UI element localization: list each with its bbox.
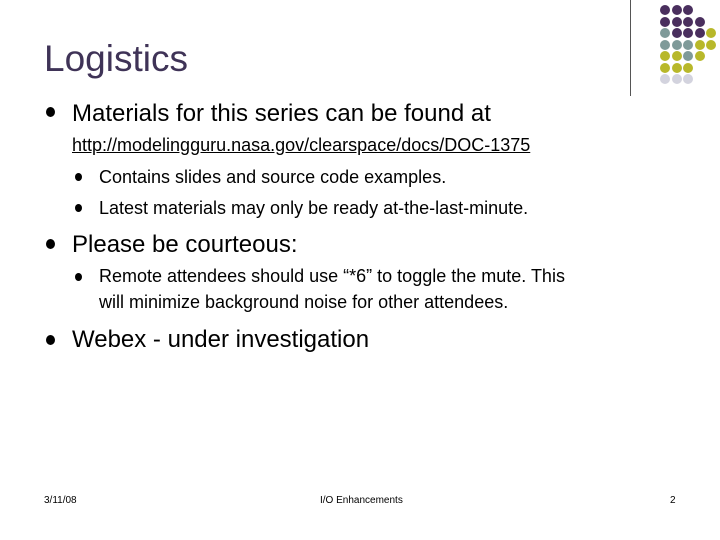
sub-bullet-text: Latest materials may only be ready at-the-last-minute. [99,198,529,218]
page-number: 2 [670,495,676,506]
bullet-dot-icon [46,239,55,249]
decorative-dot [660,51,670,61]
decorative-dot [706,40,716,50]
decorative-dot [683,40,693,50]
decorative-dot [683,28,693,38]
sub-bullet-text: Remote attendees should use “*6” to toggle the mute. This [99,266,565,286]
bullet-dot-icon [46,335,55,345]
decorative-dot [683,51,693,61]
decorative-dot [695,51,705,61]
decorative-dot [672,74,682,84]
decorative-dot [672,17,682,27]
decorative-dot [695,40,705,50]
sub-bullet-text: Contains slides and source code examples. [99,167,447,187]
dot-grid-icon [660,5,720,95]
decorative-dot [672,40,682,50]
bullet-dot-icon [46,107,55,117]
bullet-text: Webex - under investigation [72,326,370,353]
decorative-dot [660,5,670,15]
decorative-dot [695,17,705,27]
decorative-dot [672,63,682,73]
bullet-text: Please be courteous: [72,231,298,258]
decorative-dot [683,74,693,84]
footer-date: 3/11/08 [44,495,77,506]
decorative-dot [660,28,670,38]
slide-title: Logistics [44,38,188,79]
footer-title: I/O Enhancements [320,495,403,506]
decorative-dot [672,28,682,38]
decorative-dot [672,51,682,61]
decorative-dot [660,40,670,50]
divider-line [630,0,631,96]
decorative-dot [683,17,693,27]
bullet-dot-icon [75,273,82,281]
bullet-text: Materials for this series can be found at [72,100,491,127]
sub-bullet-text: will minimize background noise for other attendees. [99,292,509,312]
decorative-dot [660,63,670,73]
decorative-dot [660,17,670,27]
decorative-dot [672,5,682,15]
decorative-dot [683,63,693,73]
bullet-dot-icon [75,204,82,212]
decorative-dot [695,28,705,38]
decorative-dot [660,74,670,84]
decorative-dot [683,5,693,15]
materials-link[interactable]: http://modelingguru.nasa.gov/clearspace/docs/DOC-1375 [72,135,531,155]
bullet-dot-icon [75,173,82,181]
decorative-dot [706,28,716,38]
